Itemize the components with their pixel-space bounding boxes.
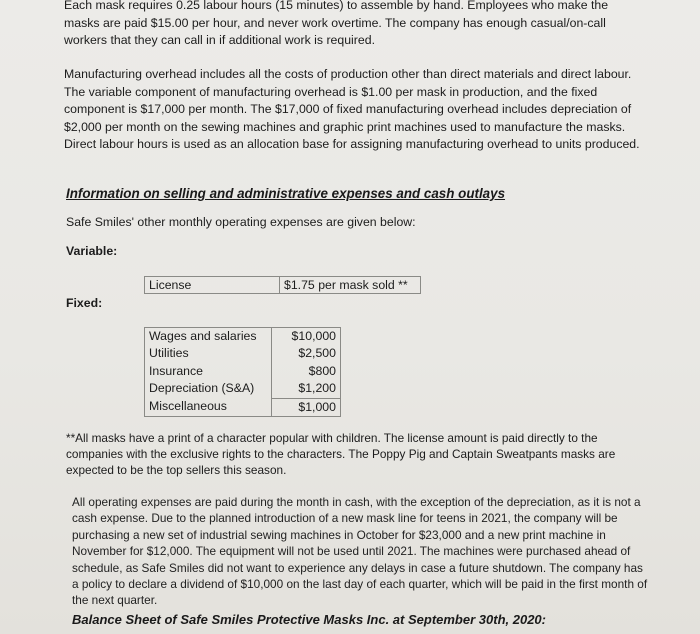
expense-value: $1,200 [272,380,341,398]
table-row [145,380,341,398]
expense-value: $2,500 [272,345,341,362]
paragraph-operating-expenses: All operating expenses are paid during the month in cash, with the exception of the depreciation, as it is not a cash expense. Due to the planned introduction of a new mask line for teens in 2021, the company will be purchasing a new set of industrial sewing machines in October for $23,000 and a new print machine in November for $12,000. The equipment will not be used until 2021. The machines were purchased ahead of schedule, as Safe Smiles did not want to experience any delays in case a future shutdown. The company has a policy to declare a dividend of $10,000 on the last day of each quarter, which will be paid in the first month of the next quarter. [72,495,648,608]
license-note: **All masks have a print of a character popular with children. The license amount is paid directly to the companies with the exclusive rights to the characters. The Poppy Pig and Captain Sweatpants masks are expected to be the top sellers this season. [66,431,616,477]
variable-expense-table [144,276,421,294]
expense-value: $10,000 [272,328,341,346]
paragraph-labour: Each mask requires 0.25 labour hours (15 minutes) to assemble by hand. Employees who make the masks are paid $15.00 per hour, and never work overtime. The company has enough casual/on-call workers that they can call in if additional work is required. [64,0,609,48]
paragraph-overhead: Manufacturing overhead includes all the costs of production other than direct materials and direct labour. The variable component of manufacturing overhead is $1.00 per mask in production, and the fixed component is $17,000 per month. The $17,000 of fixed manufacturing overhead includes depreciation of $2,000 per month on the sewing machines and graphic print machines used to manufacture the masks. Direct labour hours is used as an allocation base for assigning manufacturing overhead to units produced. [64,67,640,152]
expense-name: Depreciation (S&A) [145,380,272,398]
intro-text: Safe Smiles' other monthly operating expenses are given below: [66,215,416,229]
expense-name: License [145,277,280,294]
table-row [145,277,421,294]
expense-name: Wages and salaries [145,328,272,346]
balance-sheet-title: Balance Sheet of Safe Smiles Protective Masks Inc. at September 30th, 2020: [72,612,546,627]
expense-name: Utilities [145,345,272,362]
fixed-expense-table [144,327,341,417]
expense-name: Insurance [145,363,272,380]
table-row [145,328,341,346]
table-row [145,363,341,380]
expense-value: $800 [272,363,341,380]
section-heading: Information on selling and administrative expenses and cash outlays [66,186,506,201]
table-row [145,345,341,362]
expense-value: $1,000 [272,398,341,416]
table-row [145,398,341,416]
fixed-label: Fixed: [66,296,103,310]
variable-label: Variable: [66,244,118,258]
expense-value: $1.75 per mask sold ** [280,277,421,294]
expense-name: Miscellaneous [145,398,272,416]
